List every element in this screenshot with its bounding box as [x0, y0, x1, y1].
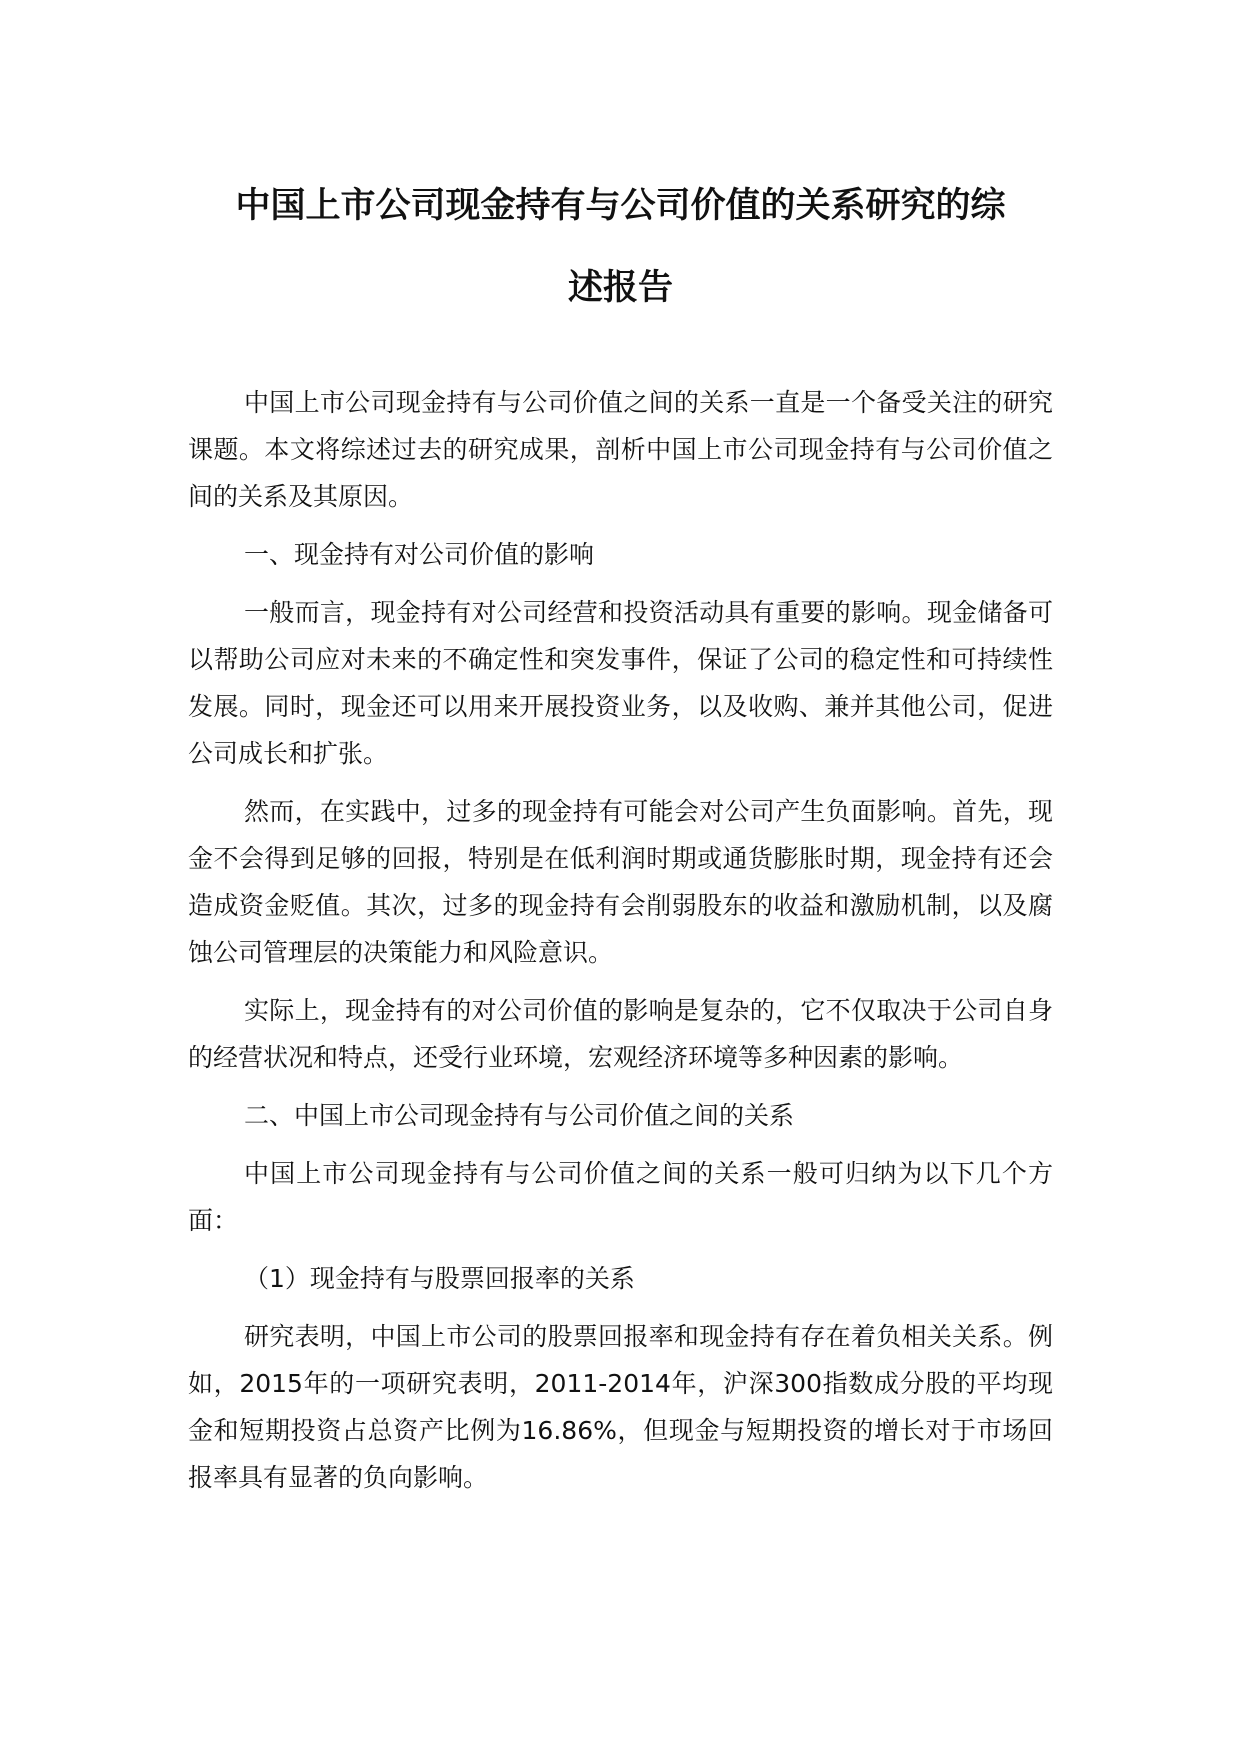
- paragraph-stock-returns: 研究表明，中国上市公司的股票回报率和现金持有存在着负相关关系。例如，2015年的一项研究表明，2011-2014年，沪深300指数成分股的平均现金和短期投资占总资产比例为16.86%，但现金与短期投资的增长对于市场回报率具有显著的负向影响。: [188, 1322, 1053, 1492]
- paragraph-benefits: 一般而言，现金持有对公司经营和投资活动具有重要的影响。现金储备可以帮助公司应对未来的不确定性和突发事件，保证了公司的稳定性和可持续性发展。同时，现金还可以用来开展投资业务，以及收购、兼并其他公司，促进公司成长和扩张。: [188, 598, 1053, 768]
- paragraph-drawbacks: 然而，在实践中，过多的现金持有可能会对公司产生负面影响。首先，现金不会得到足够的回报，特别是在低利润时期或通货膨胀时期，现金持有还会造成资金贬值。其次，过多的现金持有会削弱股东的收益和激励机制，以及腐蚀公司管理层的决策能力和风险意识。: [188, 797, 1053, 967]
- document-title-line-2: 述报告: [567, 268, 673, 308]
- paragraph-intro: 中国上市公司现金持有与公司价值之间的关系一直是一个备受关注的研究课题。本文将综述过去的研究成果，剖析中国上市公司现金持有与公司价值之间的关系及其原因。: [188, 388, 1053, 511]
- document-title-line-1: 中国上市公司现金持有与公司价值的关系研究的综: [235, 186, 1006, 226]
- section-heading-1: 一、现金持有对公司价值的影响: [244, 540, 595, 569]
- document-body: [188, 379, 1053, 1501]
- paragraph-aspects: 中国上市公司现金持有与公司价值之间的关系一般可归纳为以下几个方面：: [188, 1159, 1053, 1235]
- paragraph-complexity: 实际上，现金持有的对公司价值的影响是复杂的，它不仅取决于公司自身的经营状况和特点，还受行业环境，宏观经济环境等多种因素的影响。: [188, 996, 1053, 1072]
- subsection-heading-1: （1）现金持有与股票回报率的关系: [244, 1264, 635, 1293]
- section-heading-2: 二、中国上市公司现金持有与公司价值之间的关系: [244, 1101, 795, 1130]
